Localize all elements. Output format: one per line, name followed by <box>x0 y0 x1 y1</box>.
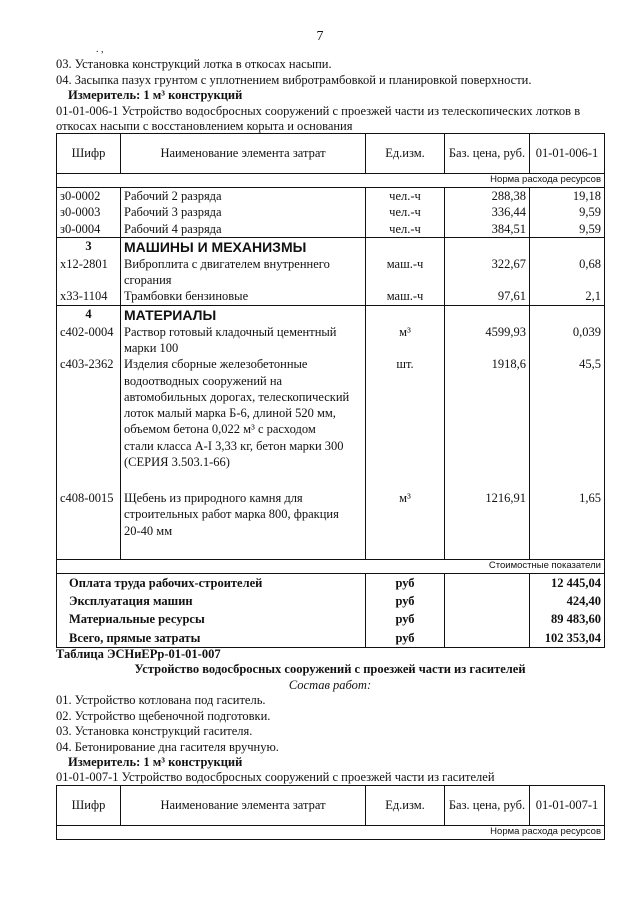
code-line-1: 01-01-006-1 Устройство водосбросных сооружений с проезжей части из телескопических лотков в <box>56 104 581 118</box>
section-heading: Устройство водосбросных сооружений с проезжей части из гасителей <box>134 662 526 676</box>
table-row: з0-0002 Рабочий 2 разряда чел.-ч 288,38 19,18 <box>57 188 605 205</box>
header-name: Наименование элемента затрат <box>121 786 366 826</box>
totals-row: Оплата труда рабочих-строителей руб 12 445,04 <box>57 573 605 592</box>
header-price: Баз. цена, руб. <box>445 786 530 826</box>
header-code: Шифр <box>57 134 121 174</box>
table-row: х33-1104 Трамбовки бензиновые маш.-ч 97,61 2,1 <box>57 288 605 305</box>
totals-row: Материальные ресурсы руб 89 483,60 <box>57 610 605 628</box>
totals-row: Эксплуатация машин руб 424,40 <box>57 592 605 610</box>
section-subheading: Состав работ: <box>288 678 372 692</box>
measure-line-2: Измеритель: 1 м³ конструкций <box>68 755 243 769</box>
intro-step-4: 04. Засыпка пазух грунтом с уплотнением вибротрамбовкой и планировкой поверхности. <box>56 73 532 87</box>
section-header: 4 МАТЕРИАЛЫ <box>57 305 605 324</box>
step-4: 04. Бетонирование дна гасителя вручную. <box>56 740 279 754</box>
table-row: х12-2801 Виброплита с двигателем внутреннего сгорания маш.-ч 322,67 0,68 <box>57 256 605 289</box>
table-row: з0-0004 Рабочий 4 разряда чел.-ч 384,51 9,59 <box>57 221 605 238</box>
totals-row: Всего, прямые затраты руб 102 353,04 <box>57 629 605 648</box>
table-row: с402-0004 Раствор готовый кладочный цементный марки 100 м³ 4599,93 0,039 <box>57 324 605 357</box>
table-row: з0-0003 Рабочий 3 разряда чел.-ч 336,44 9,59 <box>57 204 605 220</box>
intro-step-3: 03. Установка конструкций лотка в откосах насыпи. <box>56 57 332 71</box>
header-unit: Ед.изм. <box>366 134 445 174</box>
header-norm: 01-01-006-1 <box>530 134 605 174</box>
table-row: с403-2362 Изделия сборные железобетонные водоотводных сооружений на автомобильных дорогах, телескопический лоток малый марка Б-6, длиной 520 мм, объемом бетона 0,022 м³ с расходом стали класса А-I 3,33 кг, бетон марки 300 (СЕРИЯ 3.503.1-66) шт. 1918,6 45,5 <box>57 356 605 470</box>
header-unit: Ед.изм. <box>366 786 445 826</box>
header-norm: 01-01-007-1 <box>530 786 605 826</box>
header-price: Баз. цена, руб. <box>445 134 530 174</box>
page-number: 7 <box>316 29 324 44</box>
header-name: Наименование элемента затрат <box>121 134 366 174</box>
code-line-2: откосах насыпи с восстановлением корыта и основания <box>56 119 353 133</box>
norm-caption: Норма расхода ресурсов <box>57 174 605 188</box>
step-3: 03. Установка конструкций гасителя. <box>56 724 253 738</box>
resource-table-1 <box>56 133 605 648</box>
code-line-3: 01-01-007-1 Устройство водосбросных сооружений с проезжей части из гасителей <box>56 770 495 784</box>
header-code: Шифр <box>57 786 121 826</box>
resource-table-2 <box>56 785 605 840</box>
step-2: 02. Устройство щебеночной подготовки. <box>56 709 271 723</box>
measure-line: Измеритель: 1 м³ конструкций <box>68 88 243 102</box>
table-title: Таблица ЭСНиЕРр-01-01-007 <box>56 647 221 661</box>
norm-caption: Норма расхода ресурсов <box>57 826 605 840</box>
cost-caption: Стоимостные показатели <box>57 559 605 573</box>
table-row: с408-0015 Щебень из природного камня для строительных работ марка 800, фракция 20-40 мм м³ 1216,91 1,65 <box>57 490 605 539</box>
section-header: 3 МАШИНЫ И МЕХАНИЗМЫ <box>57 237 605 256</box>
step-1: 01. Устройство котлована под гаситель. <box>56 693 266 707</box>
bullet-marks: . , <box>96 44 104 55</box>
